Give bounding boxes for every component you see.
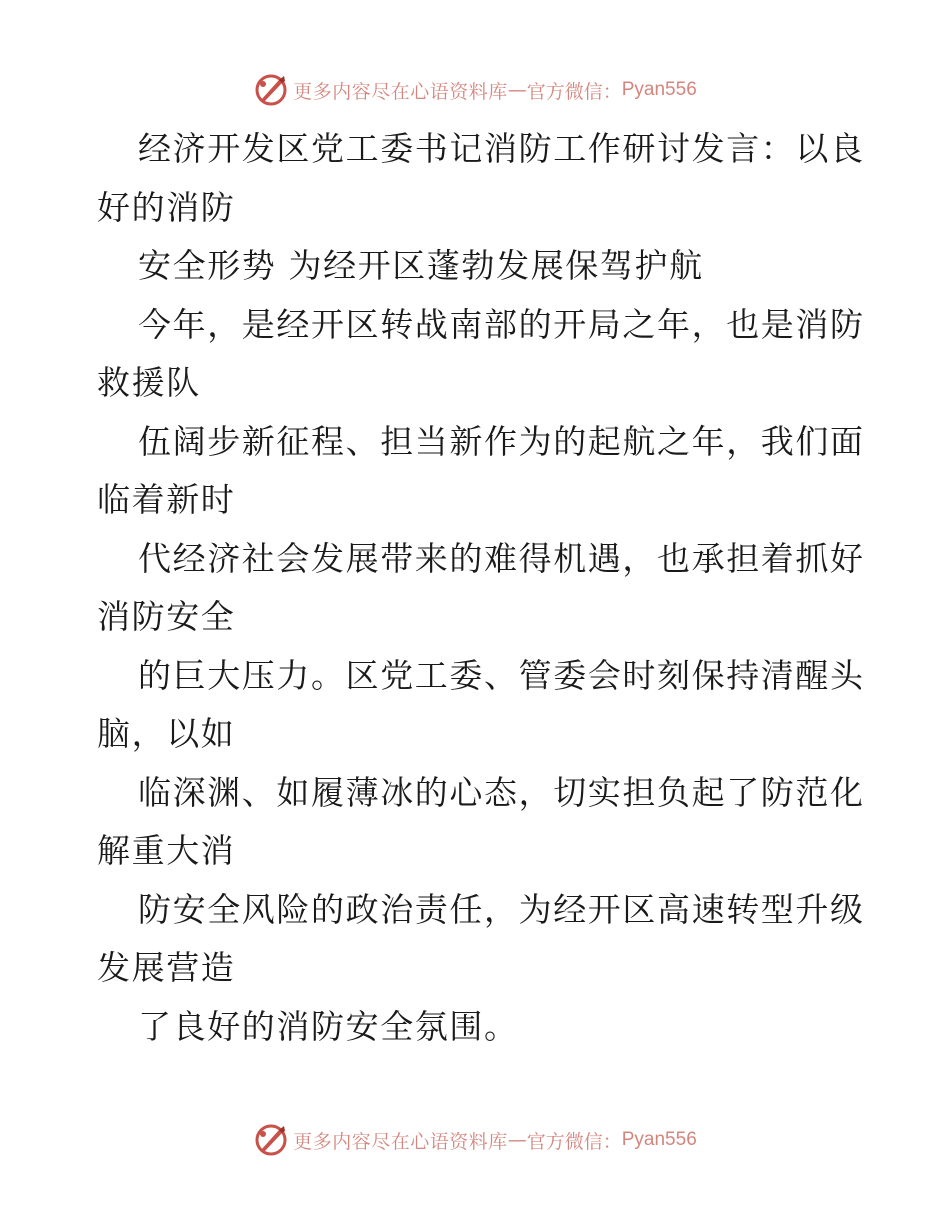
watermark-label: 官方微信： — [526, 80, 622, 103]
paragraph-line: 伍阔步新征程、担当新作为的起航之年，我们面 — [138, 421, 865, 461]
document-body — [97, 120, 865, 1056]
paragraph-line: 临着新时 — [97, 480, 236, 519]
paragraph-line: 救援队 — [97, 363, 201, 402]
paragraph-line: 经济开发区党工委书记消防工作研讨发言：以良 — [138, 129, 865, 168]
paragraph-line: 临深渊、如履薄冰的心态，切实担负起了防范化 — [138, 772, 865, 812]
watermark-dash: — — [507, 1129, 527, 1151]
paragraph-line: 安全形势 为经开区蓬勃发展保驾护航 — [138, 246, 704, 285]
paragraph-line: 今年，是经开区转战南部的开局之年，也是消防 — [138, 304, 865, 344]
paragraph-line: 解重大消 — [97, 831, 236, 870]
header-watermark — [0, 70, 950, 110]
watermark-brand: 更多内容尽在心语资料库 — [293, 80, 508, 103]
paragraph-line: 好的消防 — [97, 187, 236, 227]
paragraph-line: 消防安全 — [97, 597, 236, 636]
watermark-brand: 更多内容尽在心语资料库 — [293, 1130, 508, 1153]
paragraph-line: 脑，以如 — [97, 714, 236, 753]
watermark-wechat-id: Pyan556 — [621, 1129, 697, 1150]
paragraph-line: 的巨大压力。区党工委、管委会时刻保持清醒头 — [138, 655, 865, 695]
paragraph-line: 代经济社会发展带来的难得机遇，也承担着抓好 — [138, 538, 865, 578]
paragraph-line: 发展营造 — [97, 948, 236, 987]
watermark-dash: — — [507, 79, 527, 101]
paragraph-line: 防安全风险的政治责任，为经开区高速转型升级 — [138, 889, 865, 929]
watermark-wechat-id: Pyan556 — [621, 79, 697, 100]
paragraph-line: 了良好的消防安全氛围。 — [138, 1006, 519, 1046]
footer-watermark — [0, 1120, 950, 1160]
watermark-label: 官方微信： — [526, 1130, 622, 1153]
quill-pen-icon — [253, 72, 289, 108]
quill-pen-icon — [253, 1122, 289, 1158]
